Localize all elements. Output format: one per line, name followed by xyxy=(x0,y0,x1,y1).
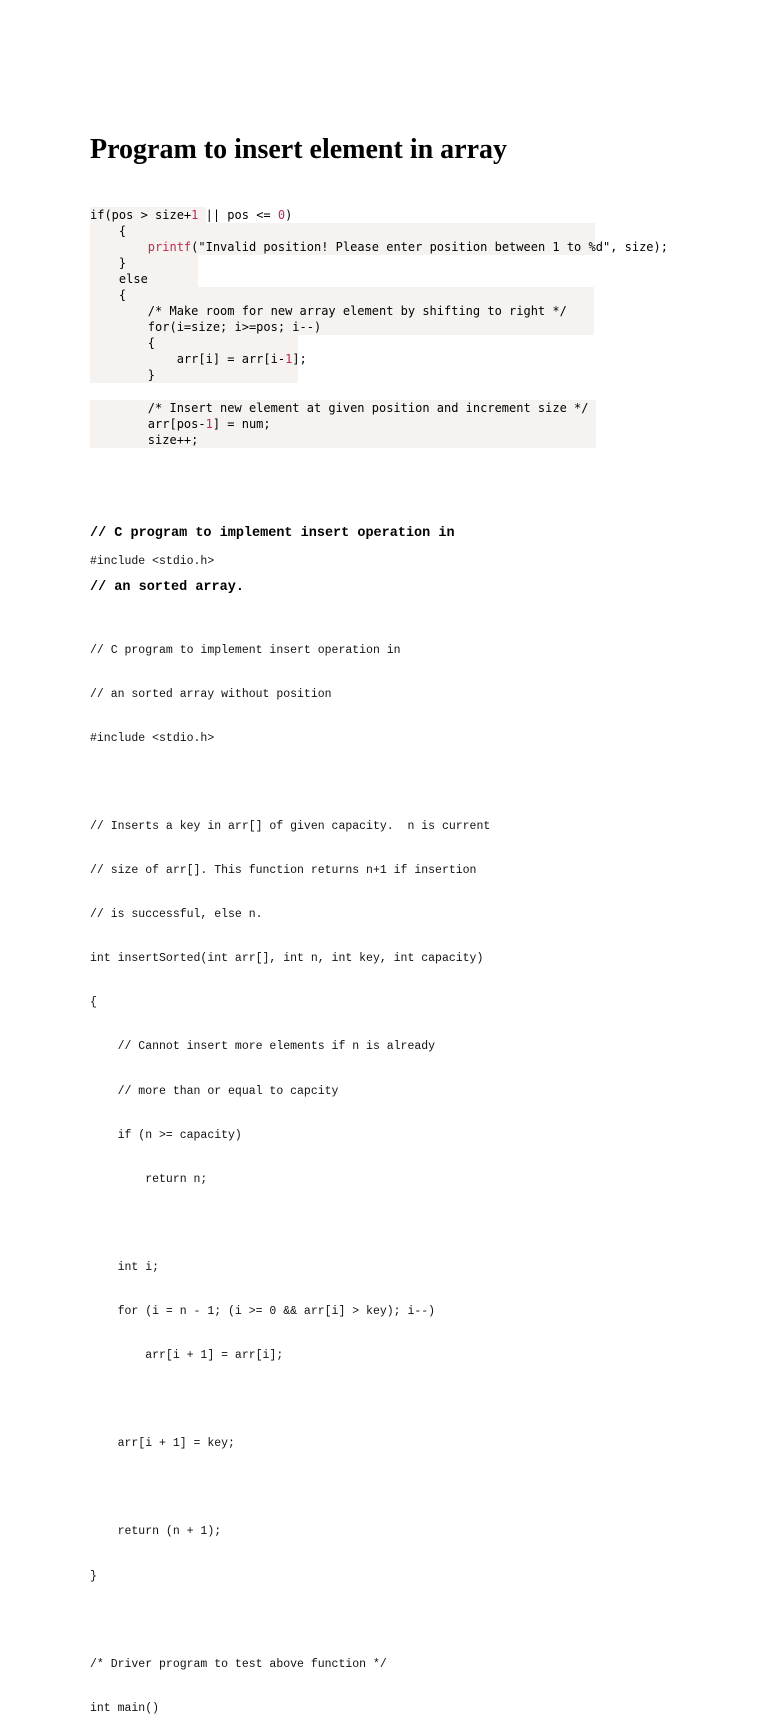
code-line: /* Make room for new array element by shifting to right */ xyxy=(90,303,594,319)
code-line: size++; xyxy=(90,432,596,448)
code-line: else xyxy=(90,271,198,287)
heading-line: // C program to implement insert operation in xyxy=(90,526,455,541)
code-line: // C program to implement insert operation in xyxy=(90,643,401,657)
code-line xyxy=(90,207,293,223)
code-text: arr[pos- xyxy=(90,417,206,431)
code-line: // Cannot insert more elements if n is already xyxy=(90,1040,436,1054)
code-line: { xyxy=(90,287,594,303)
page-title: Program to insert element in array xyxy=(90,134,508,165)
code-text: if(pos > size+ xyxy=(90,208,192,222)
code-line: } xyxy=(90,255,198,271)
code-line: return (n + 1); xyxy=(90,1525,222,1539)
code-line: // Inserts a key in arr[] of given capacity. n is current xyxy=(90,819,491,833)
code-line: arr[i + 1] = key; xyxy=(90,1437,235,1451)
code-line xyxy=(90,600,490,615)
code-indent xyxy=(90,240,148,254)
code-line: return n; xyxy=(90,1172,208,1186)
code-line: /* Insert new element at given position and increment size */ xyxy=(90,400,596,416)
code-number: 1 xyxy=(285,352,293,366)
code-line: if (n >= capacity) xyxy=(90,1128,242,1142)
code-line: arr[i + 1] = arr[i]; xyxy=(90,1349,284,1363)
code-text: ) xyxy=(285,208,293,222)
code-text: || pos <= xyxy=(198,208,278,222)
code-line xyxy=(90,239,668,255)
code-line: // size of arr[]. This function returns n+1 if insertion xyxy=(90,864,477,878)
code-line: { xyxy=(90,335,298,351)
code-text: ("Invalid position! Please enter position between 1 to %d", size); xyxy=(191,240,668,254)
code-text: arr[i] = arr[i- xyxy=(90,352,286,366)
code-line: for(i=size; i>=pos; i--) xyxy=(90,319,594,335)
code-line: } xyxy=(90,1569,97,1583)
code-line: int main() xyxy=(90,1701,160,1715)
code-line: #include <stdio.h> xyxy=(90,555,215,569)
code-line: { xyxy=(90,996,97,1010)
code-line: /* Driver program to test above function */ xyxy=(90,1657,387,1671)
code-line: } xyxy=(90,367,298,383)
code-line: // more than or equal to capcity xyxy=(90,1084,339,1098)
code-line: // is successful, else n. xyxy=(90,908,263,922)
highlighted-code-block-2 xyxy=(90,400,596,448)
code-line xyxy=(90,776,490,791)
code-line: for (i = n - 1; (i >= 0 && arr[i] > key); i--) xyxy=(90,1305,436,1318)
code-line: // an sorted array without position xyxy=(90,687,332,701)
code-line xyxy=(90,1393,490,1408)
code-number: 1 xyxy=(191,208,199,222)
code-text: ]; xyxy=(292,352,307,366)
code-line xyxy=(90,1217,490,1232)
code-line xyxy=(90,1481,490,1496)
code-line: int insertSorted(int arr[], int n, int key, int capacity) xyxy=(90,952,484,966)
code-line: #include <stdio.h> xyxy=(90,731,215,745)
code-line xyxy=(90,1614,490,1629)
code-line xyxy=(90,351,307,367)
code-number: 0 xyxy=(277,208,286,222)
code-line: int i; xyxy=(90,1260,160,1274)
code-line: { xyxy=(90,223,595,239)
plain-code-listing xyxy=(90,526,490,1731)
code-function-name: printf xyxy=(147,240,192,254)
code-number: 1 xyxy=(205,417,213,431)
code-text: ] = num; xyxy=(212,417,271,431)
heading-line: // an sorted array. xyxy=(90,580,244,595)
highlighted-code-block-1 xyxy=(90,207,668,383)
code-line xyxy=(90,416,596,432)
